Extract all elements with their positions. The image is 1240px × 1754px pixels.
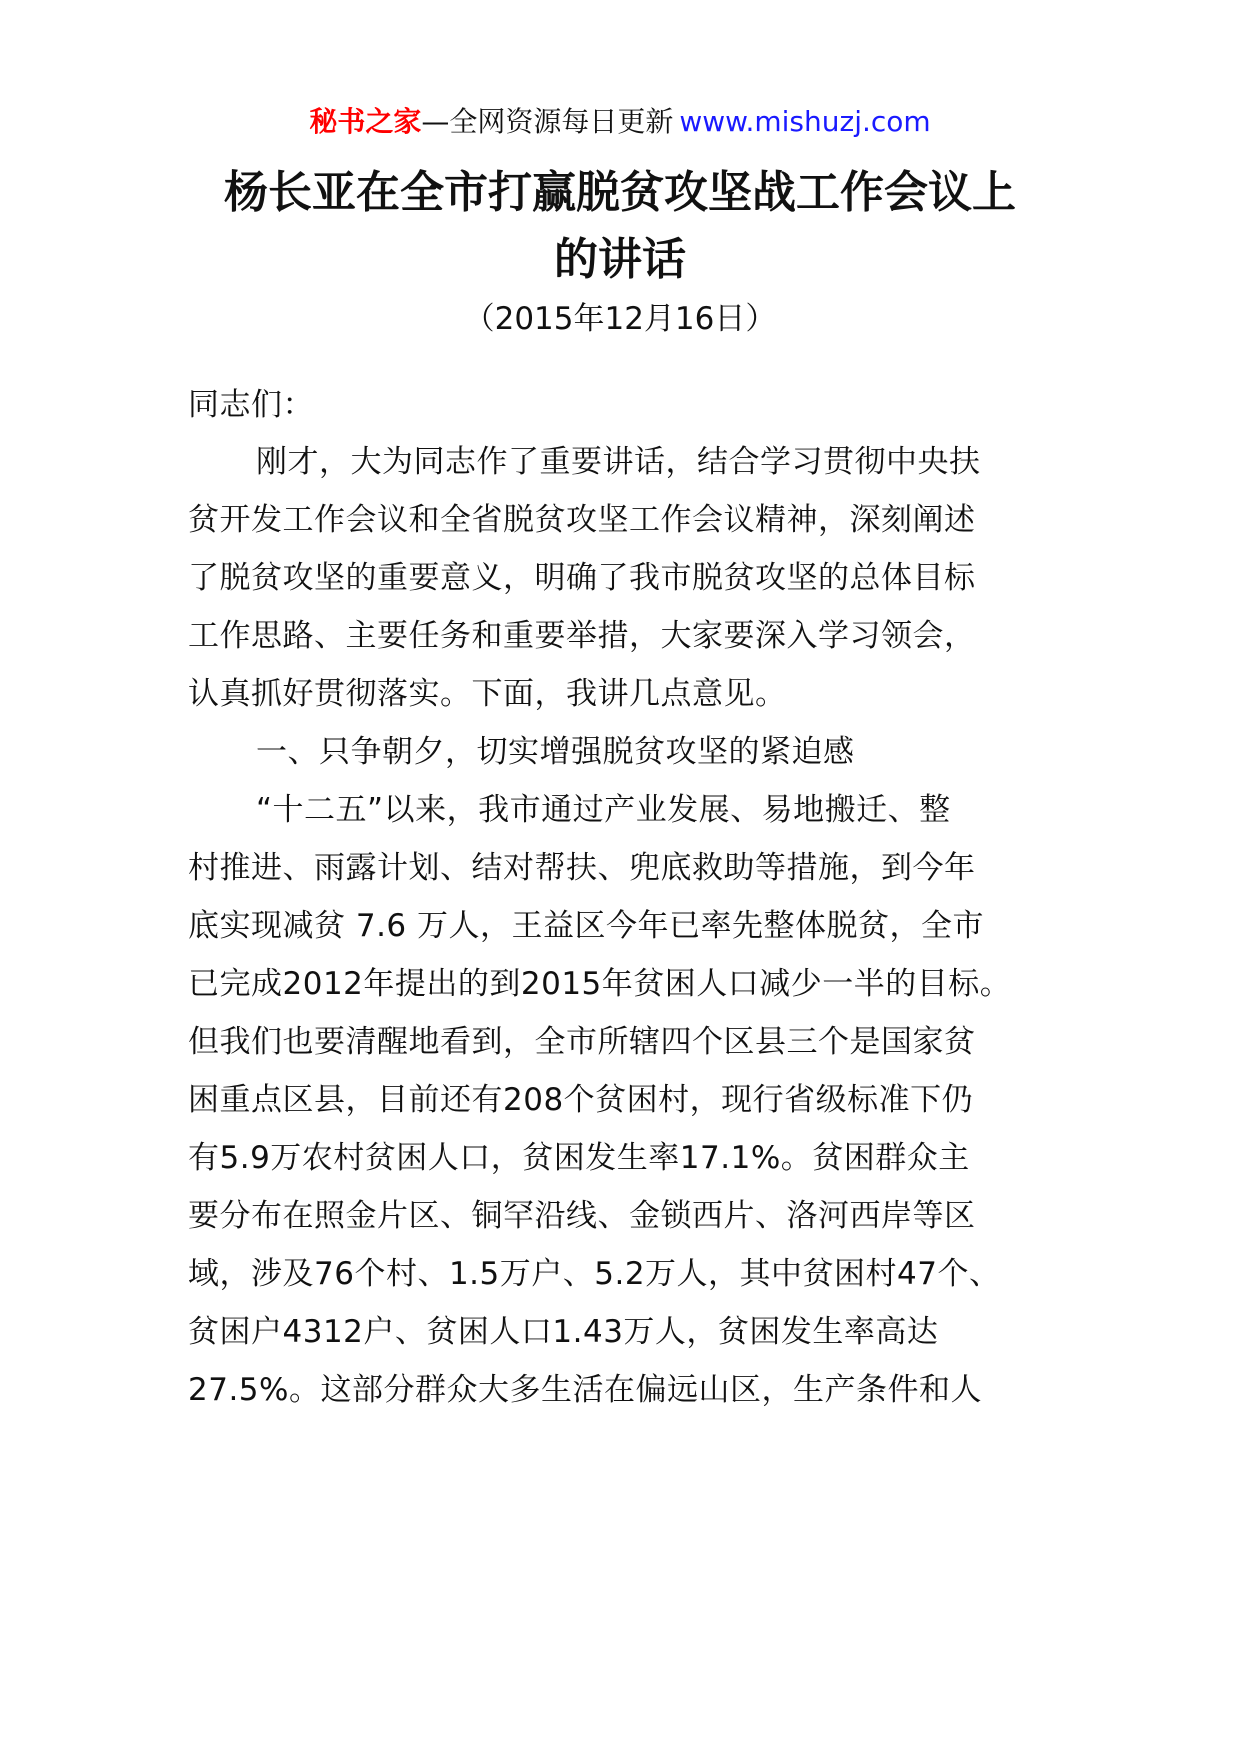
site-url: www.mishuzj.com (679, 105, 931, 138)
site-tagline: —全网资源每日更新 (421, 105, 674, 138)
document-title-line-2: 的讲话 (554, 234, 686, 285)
body-line: 困重点区县，目前还有208个贫困村，现行省级标准下仍 (188, 1082, 974, 1118)
body-line: 要分布在照金片区、铜罕沿线、金锁西片、洛河西岸等区 (188, 1198, 976, 1234)
body-line: 底实现减贫 7.6 万人，王益区今年已率先整体脱贫，全市 (188, 908, 985, 944)
body-line: 有5.9万农村贫困人口，贫困发生率17.1%。贫困群众主 (188, 1140, 970, 1176)
document-title-line-1: 杨长亚在全市打赢脱贫攻坚战工作会议上 (224, 167, 1016, 218)
body-line: 了脱贫攻坚的重要意义，明确了我市脱贫攻坚的总体目标 (188, 560, 976, 596)
body-line: 村推进、雨露计划、结对帮扶、兜底救助等措施，到今年 (188, 850, 976, 886)
body-line: 贫开发工作会议和全省脱贫攻坚工作会议精神，深刻阐述 (188, 502, 976, 538)
salutation: 同志们： (188, 387, 314, 423)
body-line: 贫困户4312户、贫困人口1.43万人，贫困发生率高达 (188, 1314, 939, 1350)
site-header (0, 102, 1240, 142)
body-line: 刚才，大为同志作了重要讲话，结合学习贯彻中央扶 (256, 444, 981, 480)
body-line: “十二五”以来，我市通过产业发展、易地搬迁、整 (256, 792, 951, 828)
document-date: （2015年12月16日） (463, 301, 777, 337)
site-brand: 秘书之家 (309, 105, 422, 138)
body-line: 已完成2012年提出的到2015年贫困人口减少一半的目标。 (188, 966, 1012, 1002)
section-heading: 一、只争朝夕，切实增强脱贫攻坚的紧迫感 (256, 734, 855, 770)
body-line: 但我们也要清醒地看到，全市所辖四个区县三个是国家贫 (188, 1024, 976, 1060)
body-line: 认真抓好贯彻落实。下面，我讲几点意见。 (188, 676, 787, 712)
body-line: 域，涉及76个村、1.5万户、5.2万人，其中贫困村47个、 (188, 1256, 1001, 1292)
body-line: 27.5%。这部分群众大多生活在偏远山区，生产条件和人 (188, 1372, 982, 1408)
body-line: 工作思路、主要任务和重要举措，大家要深入学习领会， (188, 618, 976, 654)
